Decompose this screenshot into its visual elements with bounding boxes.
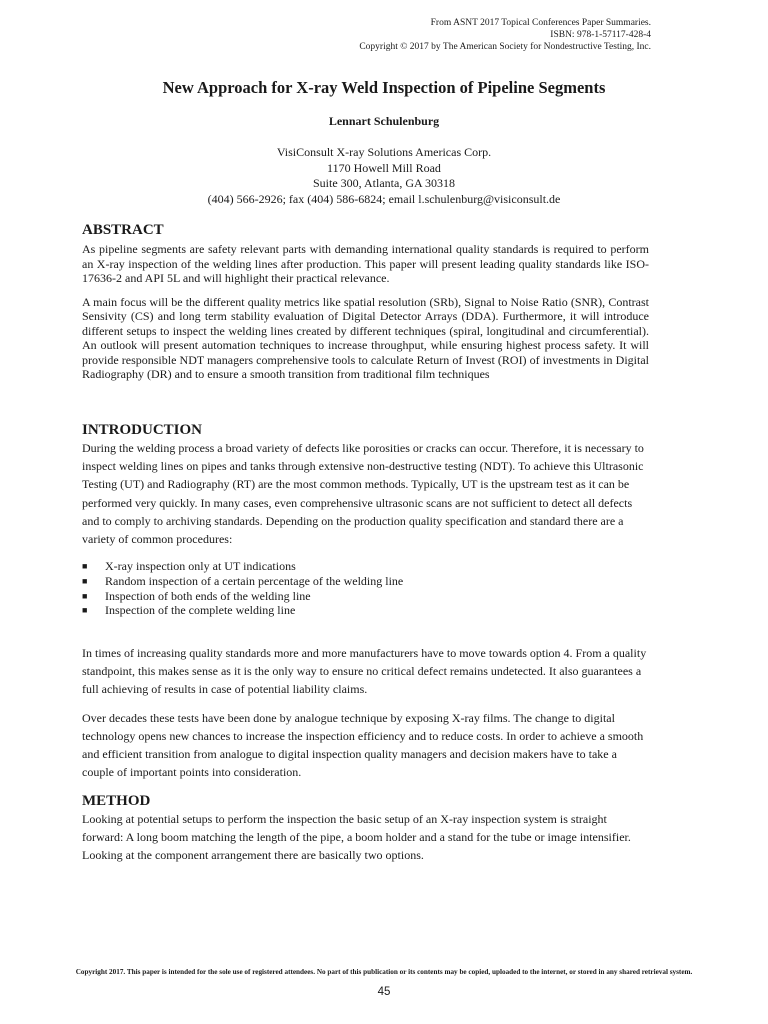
method-paragraph-1: Looking at potential setups to perform the inspection the basic setup of an X-ray inspection system is straight forward: A long boom matching the length of the pipe, a boom holder and a stand for the tube or image intensifier. Looking at the component arrangement there are basically two options. [82, 812, 631, 863]
abstract-paragraph-1: As pipeline segments are safety relevant parts with demanding international quality standards is required to perform an X-ray inspection of the welding lines after production. This paper will present leading quality standards like ISO-17636-2 and API 5L and will highlight their practical relevance. [82, 242, 649, 285]
author-name: Lennart Schulenburg [328, 114, 440, 128]
introduction-section [82, 421, 649, 781]
abstract-heading: ABSTRACT [82, 222, 164, 238]
list-item: ■ Inspection of both ends of the welding line [82, 588, 311, 603]
bullet-icon: ■ [82, 561, 88, 572]
author-affiliation [0, 145, 768, 207]
header-copyright: Copyright © 2017 by The American Society for Nondestructive Testing, Inc. [359, 42, 651, 52]
abstract-paragraph-2: A main focus will be the different quality metrics like spatial resolution (SRb), Signal to Noise Ratio (SNR), Contrast Sensivity (CS) and long term stability evaluation of Digital Detector Arrays (DDA). Furthermore, it will introduce different setups to inspect the welding lines created by different techniques (spiral, longitudinal and circumferential). An outlook will present automation techniques to increase throughput, while ensuring highest process safety. It will provide responsible NDT managers comprehensive tools to calculate Return of Invest (ROI) of investments in Digital Radiography (DR) and to ensure a smooth transition from traditional film techniques [82, 294, 649, 381]
header-source: From ASNT 2017 Topical Conferences Paper Summaries. [430, 18, 651, 28]
affiliation-street: 1170 Howell Mill Road [327, 160, 441, 175]
header-isbn: ISBN: 978-1-57117-428-4 [550, 30, 651, 40]
paper-title: New Approach for X-ray Weld Inspection of Pipeline Segments [162, 78, 606, 97]
page-number: 45 [377, 986, 391, 998]
publication-header [359, 17, 651, 53]
procedure-list [82, 559, 649, 618]
affiliation-company: VisiConsult X-ray Solutions Americas Corp. [276, 145, 492, 159]
list-item: ■ Inspection of the complete welding line [82, 603, 296, 618]
bullet-icon: ■ [82, 605, 88, 616]
introduction-paragraph-1: During the welding process a broad variety of defects like porosities or cracks can occur. Therefore, it is necessary to inspect welding lines on pipes and tanks through extensive non-destructive testing (NDT). To achieve this Ultrasonic Testing (UT) and Radiography (RT) are the most common methods. Typically, UT is the upstream test as it can be performed very quickly. In many cases, even comprehensive ultrasonic scans are not sufficient to detect all defects and to comply to archiving standards. Depending on the production quality specification and standard there are a variety of common procedures: [82, 441, 644, 547]
introduction-paragraph-2: In times of increasing quality standards more and more manufacturers have to move towards option 4. From a quality standpoint, this makes sense as it is the only way to ensure no critical defect remains undetected. It also guarantees a full achieving of results in case of potential liability claims. [82, 646, 647, 697]
list-item: ■ X-ray inspection only at UT indications [82, 559, 296, 574]
affiliation-city: Suite 300, Atlanta, GA 30318 [313, 176, 455, 190]
copyright-footer: Copyright 2017. This paper is intended for the sole use of registered attendees. No part of this publication or its contents may be copied, uploaded to the internet, or stored in any shared retrieval system. [75, 968, 693, 976]
method-section [82, 792, 649, 865]
method-heading: METHOD [82, 793, 151, 809]
introduction-paragraph-3: Over decades these tests have been done by analogue technique by exposing X-ray films. The change to digital technology opens new chances to increase the inspection efficiency and to reduce costs. In order to achieve a smooth and efficient transition from analogue to digital inspection quality managers and decision makers have to take a couple of important points into consideration. [82, 710, 644, 780]
abstract-section [82, 221, 649, 382]
list-item: ■ Random inspection of a certain percentage of the welding line [82, 573, 404, 588]
bullet-icon: ■ [82, 590, 88, 601]
affiliation-contact: (404) 566-2926; fax (404) 586-6824; email l.schulenburg@visiconsult.de [207, 191, 561, 206]
introduction-heading: INTRODUCTION [82, 422, 203, 438]
bullet-icon: ■ [82, 575, 88, 586]
